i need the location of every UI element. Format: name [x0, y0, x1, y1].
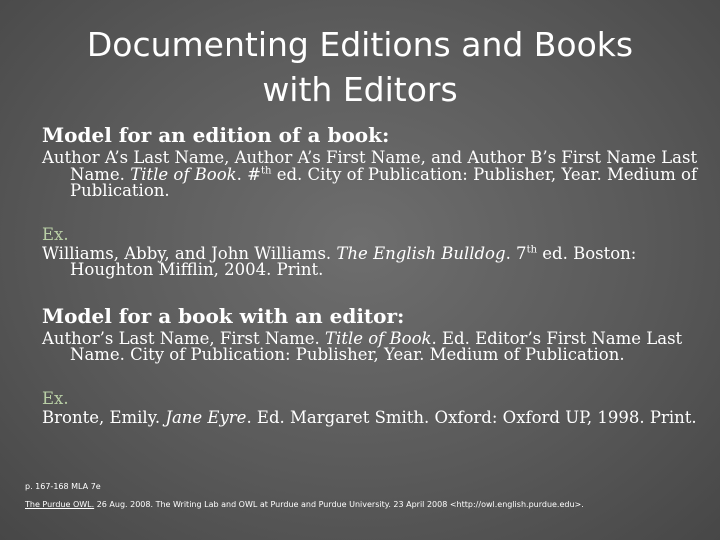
editor-heading: Model for a book with an editor: — [42, 303, 405, 328]
edition-example-text-c: ed. Boston: Houghton Mifflin, 2004. Print. — [70, 243, 637, 279]
edition-model-text-a: Author A’s Last Name, Author A’s First Name, and Author B’s First Name Last Name. — [42, 148, 698, 184]
edition-model-text-c: ed. City of Publication: Publisher, Year. Medium of Publication. — [70, 164, 698, 200]
edition-example-text-a: Williams, Abby, and John Williams. — [42, 243, 337, 263]
spacer — [42, 200, 702, 226]
footer-line-2 — [25, 496, 715, 514]
edition-example-citation — [42, 243, 702, 279]
editor-model-text-b: . Ed. Editor’s First Name Last Name. City of Publication: Publisher, Year. Medium of Publication. — [70, 328, 683, 364]
edition-example-label: Ex. — [42, 224, 69, 244]
slide-content — [42, 122, 702, 426]
editor-example-text-a: Bronte, Emily. — [42, 407, 166, 427]
edition-model-text-b: . # — [236, 164, 261, 184]
editor-model-title: Title of Book — [325, 328, 432, 348]
editor-example-text-b: . Ed. Margaret Smith. Oxford: Oxford UP, 1998. Print. — [246, 407, 697, 427]
editor-example-citation — [42, 407, 702, 427]
edition-model-citation — [42, 150, 702, 200]
edition-example-superscript: th — [526, 244, 538, 255]
edition-example-text-b: . 7 — [505, 243, 527, 263]
footer-line-2-text: 26 Aug. 2008. The Writing Lab and OWL at Purdue and Purdue University. 23 April 2008 <http://owl.english.purdue.edu>. — [94, 500, 584, 509]
title-line-1: Documenting Editions and Books — [86, 25, 634, 64]
spacer — [42, 279, 702, 303]
title-line-2: with Editors — [262, 70, 458, 109]
footer-line-1: p. 167-168 MLA 7e — [25, 482, 101, 491]
footer-citation — [25, 478, 715, 514]
edition-heading: Model for an edition of a book: — [42, 123, 390, 147]
edition-example-title: The English Bulldog — [336, 243, 506, 263]
editor-example-label: Ex. — [42, 388, 69, 408]
editor-model-text-a: Author’s Last Name, First Name. — [42, 328, 326, 348]
editor-model-citation — [42, 328, 702, 364]
edition-model-title: Title of Book — [130, 164, 237, 184]
spacer — [42, 364, 702, 390]
owl-link[interactable]: The Purdue OWL. — [25, 500, 95, 509]
editor-example-title: Jane Eyre — [165, 407, 247, 427]
edition-model-superscript: th — [261, 165, 272, 176]
slide-title — [20, 22, 700, 112]
